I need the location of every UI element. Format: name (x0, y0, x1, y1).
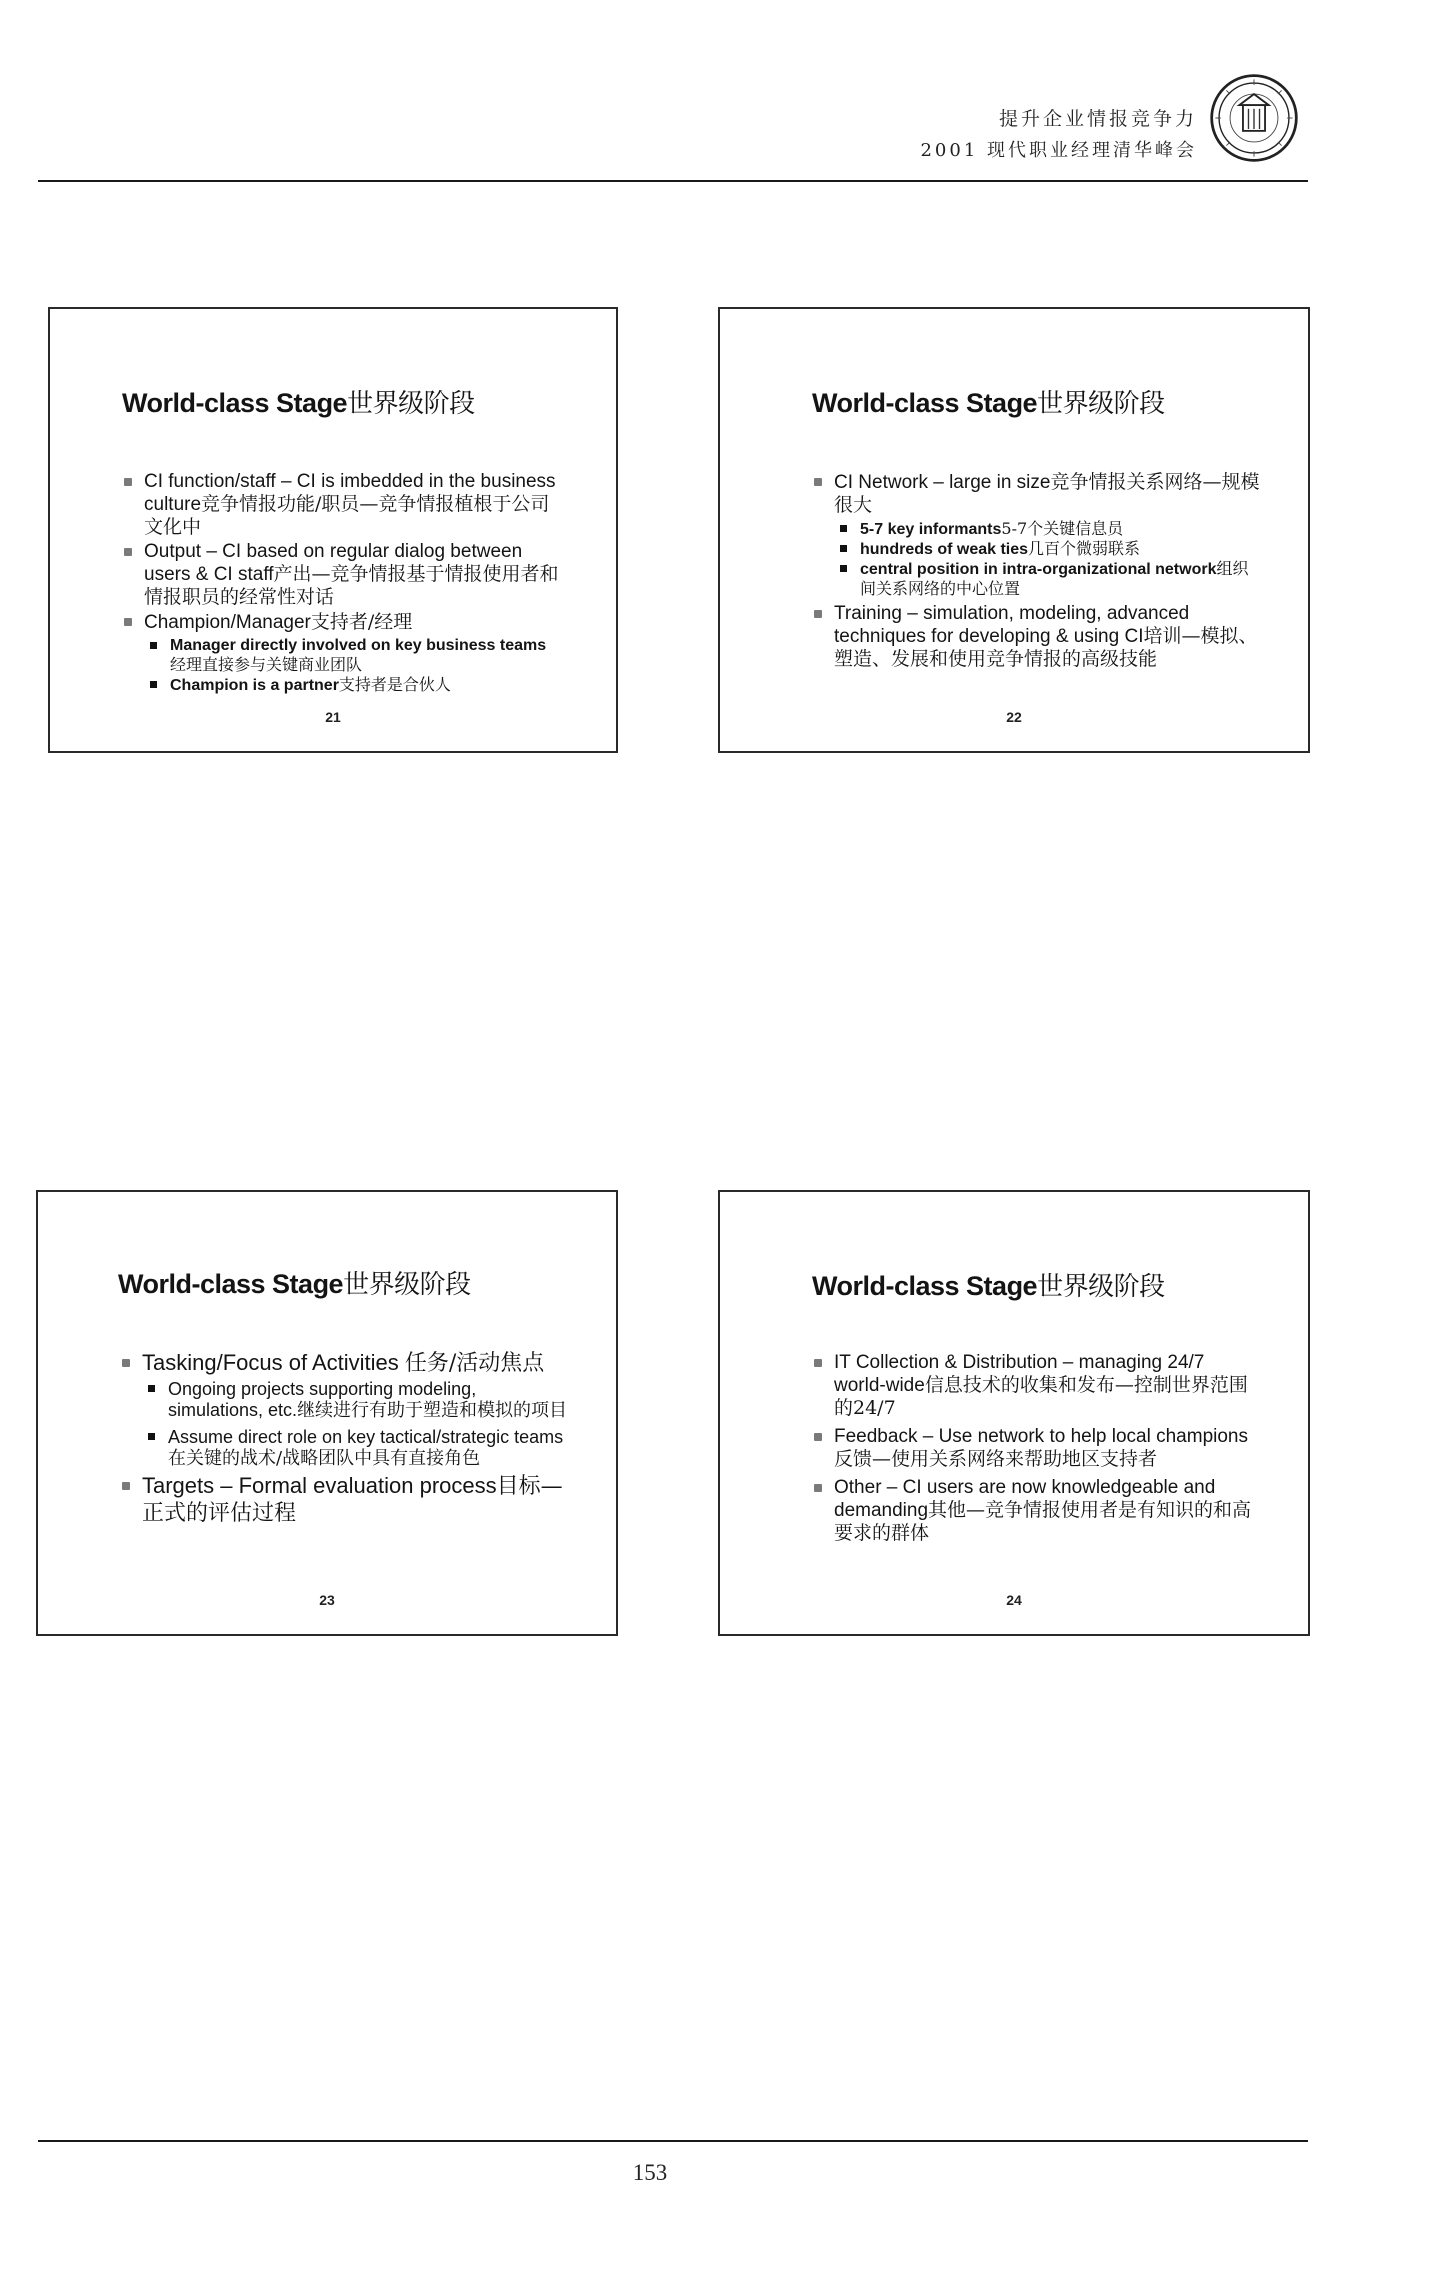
bullet-icon (122, 1359, 130, 1367)
university-seal-icon (1208, 72, 1300, 164)
sub-list-item: central position in intra-organizational network组织间关系网络的中心位置 (834, 559, 1262, 599)
page-header (0, 0, 1435, 190)
bullet-list (812, 471, 1262, 673)
bullet-icon (814, 1484, 822, 1492)
slide-number: 22 (1006, 709, 1022, 725)
square-bullet-icon (148, 1433, 155, 1440)
slide-title: World-class Stage世界级阶段 (812, 388, 1165, 419)
header-subtitle: 2001 现代职业经理清华峰会 (920, 140, 1197, 161)
list-item: Targets – Formal evaluation process目标—正式的评估过程 (120, 1473, 570, 1527)
slide-title: World-class Stage世界级阶段 (812, 1271, 1165, 1302)
sub-list-item: Assume direct role on key tactical/strategic teams在关键的战术/战略团队中具有直接角色 (142, 1427, 570, 1469)
page-number: 153 (632, 2160, 668, 2185)
sub-list-item: hundreds of weak ties几百个微弱联系 (834, 539, 1262, 559)
bullet-list (812, 1352, 1252, 1547)
square-bullet-icon (150, 642, 157, 649)
list-item: Tasking/Focus of Activities 任务/活动焦点 Ongoing projects supporting modeling, simulations, etc.继续进行有助于塑造和模拟的项目 Assume direct role on key tactical/strategic teams在关键的战术/战略团队中具有直接角色 (120, 1350, 570, 1469)
square-bullet-icon (148, 1385, 155, 1392)
list-item: Champion/Manager支持者/经理 Manager directly involved on key business teams经理直接参与关键商业团队 Champion is a partner支持者是合伙人 (122, 611, 562, 695)
list-item: CI function/staff – CI is imbedded in the business culture竞争情报功能/职员—竞争情报植根于公司文化中 (122, 471, 562, 539)
sub-list (834, 519, 1262, 599)
slide-title: World-class Stage世界级阶段 (122, 388, 475, 419)
bullet-list (122, 471, 562, 699)
sub-list (142, 1379, 570, 1469)
bullet-icon (124, 478, 132, 486)
slide-number: 21 (325, 709, 341, 725)
header-rule (38, 180, 1308, 182)
sub-list-item: Manager directly involved on key business teams经理直接参与关键商业团队 (144, 636, 562, 675)
list-item: Training – simulation, modeling, advanced techniques for developing & using CI培训—模拟、塑造、发展和使用竞争情报的高级技能 (812, 603, 1262, 671)
bullet-icon (814, 478, 822, 486)
bullet-icon (814, 1359, 822, 1367)
sub-list-item: 5-7 key informants5-7个关键信息员 (834, 519, 1262, 539)
square-bullet-icon (840, 545, 847, 552)
list-item: CI Network – large in size竞争情报关系网络—规模很大 5-7 key informants5-7个关键信息员 hundreds of weak ties几百个微弱联系 central position in intra-organizational network组织间关系网络的中心位置 (812, 471, 1262, 599)
slide-number: 23 (319, 1592, 335, 1608)
sub-list-item: Ongoing projects supporting modeling, simulations, etc.继续进行有助于塑造和模拟的项目 (142, 1379, 570, 1421)
list-item: Feedback – Use network to help local champions反馈—使用关系网络来帮助地区支持者 (812, 1426, 1252, 1471)
footer-rule (38, 2140, 1308, 2142)
slide-title: World-class Stage世界级阶段 (118, 1269, 471, 1300)
list-item: IT Collection & Distribution – managing 24/7 world-wide信息技术的收集和发布—控制世界范围的24/7 (812, 1352, 1252, 1420)
bullet-icon (124, 548, 132, 556)
slide-24 (718, 1190, 1310, 1636)
bullet-icon (814, 1433, 822, 1441)
bullet-icon (122, 1482, 130, 1490)
slide-number: 24 (1006, 1592, 1022, 1608)
square-bullet-icon (840, 565, 847, 572)
slide-22 (718, 307, 1310, 753)
slide-23 (36, 1190, 618, 1636)
bullet-icon (814, 610, 822, 618)
square-bullet-icon (840, 525, 847, 532)
list-item: Other – CI users are now knowledgeable and demanding其他—竞争情报使用者是有知识的和高要求的群体 (812, 1477, 1252, 1545)
bullet-list (120, 1350, 570, 1529)
slide-21 (48, 307, 618, 753)
square-bullet-icon (150, 681, 157, 688)
sub-list-item: Champion is a partner支持者是合伙人 (144, 675, 562, 695)
bullet-icon (124, 618, 132, 626)
header-title: 提升企业情报竞争力 (998, 108, 1197, 130)
sub-list (144, 636, 562, 695)
list-item: Output – CI based on regular dialog between users & CI staff产出—竞争情报基于情报使用者和情报职员的经常性对话 (122, 541, 562, 609)
